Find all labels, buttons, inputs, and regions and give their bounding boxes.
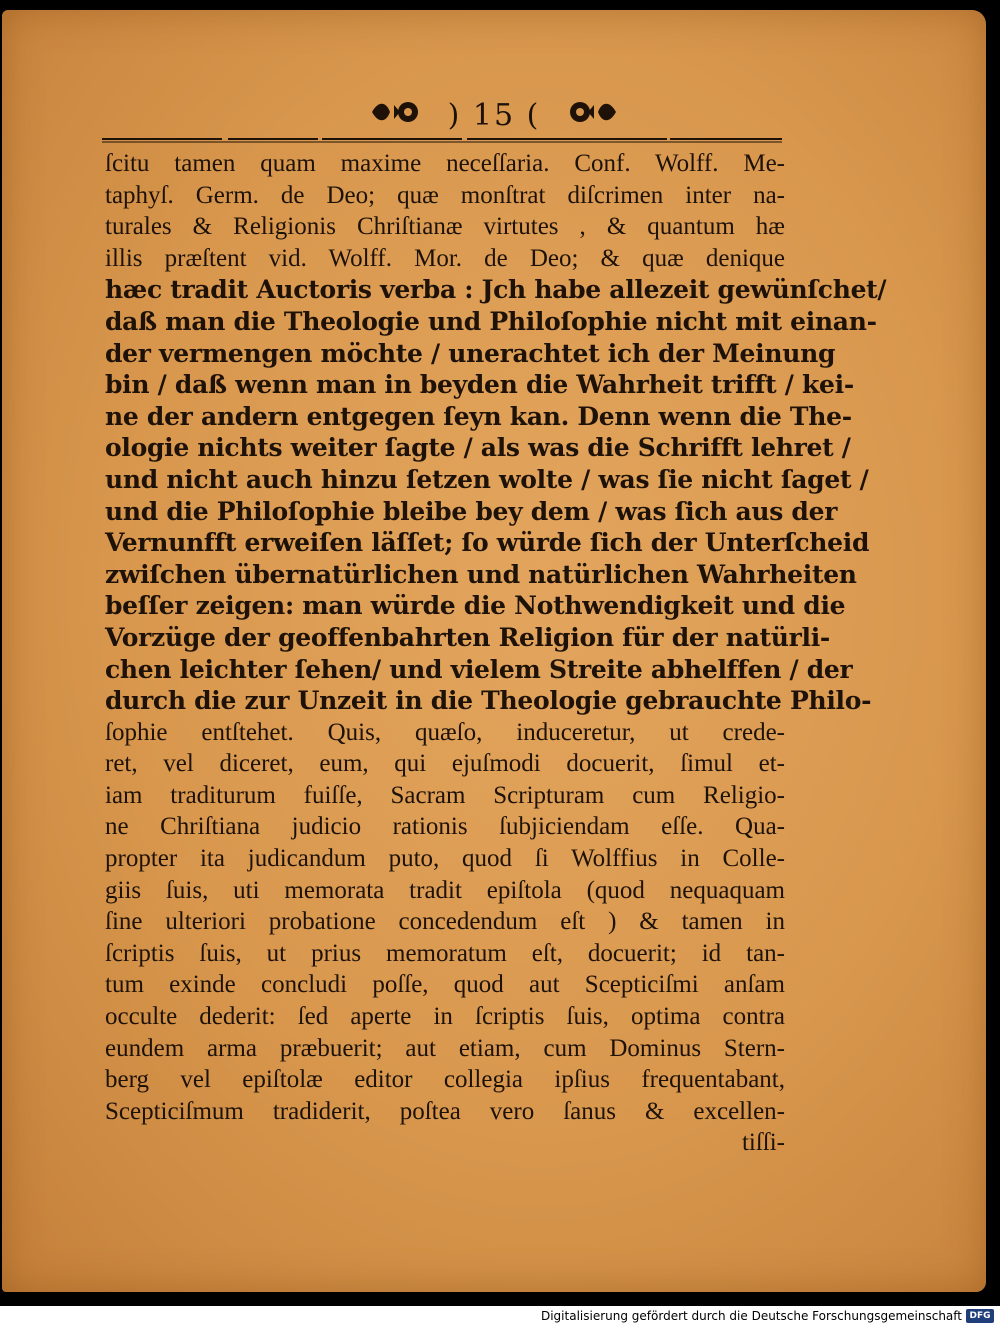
text-line: taphyſ. Germ. de Deo; quæ monſtrat diſcrimen inter na- [105, 181, 785, 209]
text-line: giis ſuis, uti memorata tradit epiſtola (quod nequaquam [105, 876, 785, 904]
text-line: Vernunfft erweiſen läſſet; ſo würde ſich der Unterſcheid [105, 528, 870, 558]
text-line: iam traditurum fuiſſe, Sacram Scripturam cum Religio- [105, 781, 785, 809]
text-line: berg vel epiſtolæ editor collegia ipſius frequentabant, [105, 1066, 785, 1094]
text-line: hæc tradit Auctoris verba : Jch habe allezeit gewünſchet/ [105, 275, 887, 305]
text-line: durch die zur Unzeit in die Theologie gebrauchte Philo- [105, 686, 872, 716]
text-line: beſſer zeigen: man würde die Nothwendigkeit und die [105, 591, 846, 621]
funding-credit: Digitalisierung gefördert durch die Deutsche Forschungsgemeinschaft [540, 1309, 962, 1323]
text-line: occulte dederit: ſed aperte in ſcriptis ſuis, optima contra [105, 1003, 785, 1031]
text-line: ſcitu tamen quam maxime neceſſaria. Conf. Wolff. Me- [105, 150, 785, 177]
text-line: ne der andern entgegen ſeyn kan. Denn wenn die The- [105, 401, 852, 431]
text-line: Vorzüge der geoffenbahrten Religion für der natürli- [105, 622, 831, 652]
text-line: zwiſchen übernatürlichen und natürlichen Wahrheiten [105, 559, 857, 589]
text-line: ne Chriſtiana judicio rationis ſubjiciendam eſſe. Qua- [105, 813, 785, 841]
text-line: chen leichter ſehen/ und vielem Streite abhelffen / der [105, 654, 853, 684]
text-line: tum exinde concludi poſſe, quod aut Scepticiſmi anſam [105, 971, 785, 999]
book-page [2, 10, 986, 1292]
text-line: eundem arma præbuerit; aut etiam, cum Dominus Stern- [105, 1034, 785, 1062]
ornament-left-icon [368, 98, 428, 133]
page-number: ) 15 ( [447, 97, 541, 133]
header-rule [102, 136, 782, 144]
text-line: illis præſtent vid. Wolff. Mor. de Deo; & quæ denique [105, 244, 785, 272]
dfg-logo-icon: DFG [966, 1309, 994, 1323]
ornament-right-icon [560, 98, 620, 133]
footer-bar [0, 1306, 1000, 1326]
text-line: propter ita judicandum puto, quod ſi Wolffius in Colle- [105, 845, 785, 873]
text-line: ologie nichts weiter ſagte / als was die Schrifft lehret / [105, 433, 851, 463]
text-line: daß man die Theologie und Philoſophie nicht mit einan- [105, 306, 877, 336]
page-header [2, 96, 986, 136]
text-line: ſcriptis ſuis, ut prius memoratum eſt, docuerit; id tan- [105, 939, 785, 967]
text-line: und die Philoſophie bleibe bey dem / was ſich aus der [105, 496, 838, 526]
text-line: bin / daß wenn man in beyden die Wahrheit trifft / kei- [105, 370, 854, 400]
text-line: ret, vel diceret, eum, qui ejuſmodi docuerit, ſimul et- [105, 750, 785, 778]
text-line: ſophie entſtehet. Quis, quæſo, induceretur, ut crede- [105, 718, 785, 746]
text-body [105, 148, 887, 1159]
text-line: ſine ulteriori probatione concedendum eſt ) & tamen in [105, 908, 785, 936]
text-line: Scepticiſmum tradiderit, poſtea vero ſanus & excellen- [105, 1097, 785, 1125]
catchword: tiſſi- [741, 1129, 785, 1157]
text-line: turales & Religionis Chriſtianæ virtutes , & quantum hæ [105, 213, 785, 241]
text-line: der vermengen möchte / unerachtet ich der Meinung [105, 338, 836, 368]
text-line: und nicht auch hinzu ſetzen wolte / was ſie nicht ſaget / [105, 464, 869, 494]
